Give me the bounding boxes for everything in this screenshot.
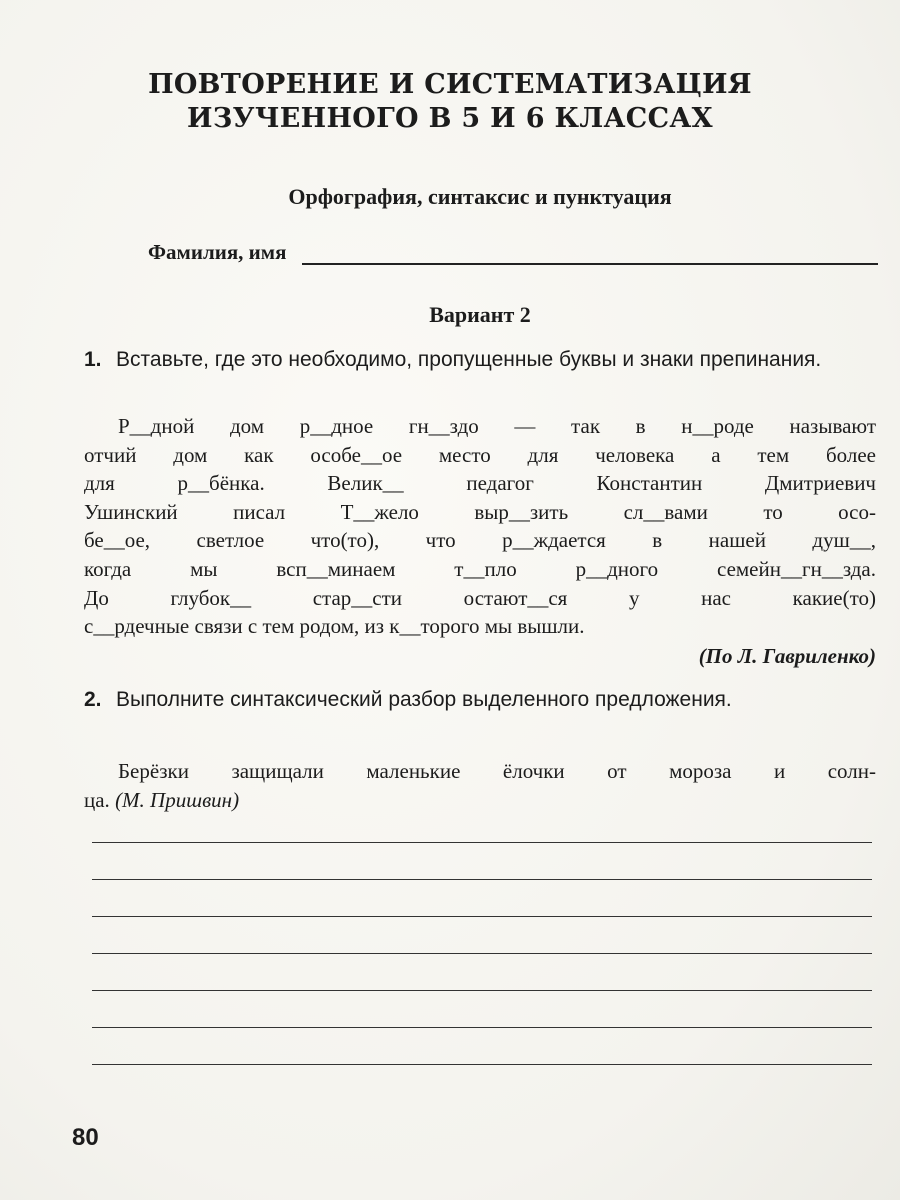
answer-line[interactable] [92, 1064, 872, 1065]
title-line-2: ИЗУЧЕННОГО В 5 И 6 КЛАССАХ [187, 103, 713, 134]
task-1-instruction: Вставьте, где это необходимо, пропущенные буквы и знаки препинания. [116, 348, 822, 371]
page-title [0, 68, 900, 136]
passage-line: для р__бёнка. Велик__ педагог Константин Дмитриевич [84, 471, 876, 496]
task-2-instruction: Выполните синтаксический разбор выделенного предложения. [116, 688, 732, 711]
passage-line: отчий дом как особе__ое место для человека а тем более [84, 442, 876, 467]
answer-line[interactable] [92, 1027, 872, 1028]
answer-line[interactable] [92, 842, 872, 843]
name-input-line[interactable] [302, 241, 878, 265]
passage-line: Р__дной дом р__дное гн__здо — так в н__роде называют [118, 414, 876, 438]
sentence-end: ца. [84, 787, 116, 812]
task-1 [84, 346, 880, 374]
task-1-passage [84, 412, 876, 641]
page-number: 80 [72, 1124, 99, 1151]
sentence-author: (М. Пришвин) [115, 787, 240, 812]
name-label: Фамилия, имя [148, 240, 287, 264]
passage-line: До глубок__ стар__сти остают__ся у нас какие(то) [84, 585, 876, 610]
sentence-line-2 [84, 786, 876, 815]
title-line-1: ПОВТОРЕНИЕ И СИСТЕМАТИЗАЦИЯ [148, 69, 752, 100]
variant-heading: Вариант 2 [429, 302, 531, 327]
answer-line[interactable] [92, 916, 872, 917]
answer-line[interactable] [92, 953, 872, 954]
name-field-row [148, 240, 878, 265]
passage-line: с__рдечные связи с тем родом, из к__торого мы вышли. [84, 614, 585, 639]
passage-line: Ушинский писал Т__жело выр__зить сл__вами то осо- [84, 499, 876, 524]
passage-source: (По Л. Гавриленко) [698, 644, 876, 668]
task-2 [84, 686, 880, 714]
sentence-line-1: Берёзки защищали маленькие ёлочки от мороза и солн- [118, 759, 876, 783]
answer-line[interactable] [92, 879, 872, 880]
passage-line: когда мы всп__минаем т__пло р__дного семейн__гн__зда. [84, 556, 876, 581]
task-2-number: 2. [84, 688, 102, 711]
task-1-number: 1. [84, 348, 102, 371]
passage-line: бе__ое, светлое что(то), что р__ждается в нашей душ__, [84, 528, 876, 553]
section-subtitle: Орфография, синтаксис и пунктуация [288, 184, 672, 209]
task-2-sentence [84, 757, 876, 814]
answer-line[interactable] [92, 990, 872, 991]
